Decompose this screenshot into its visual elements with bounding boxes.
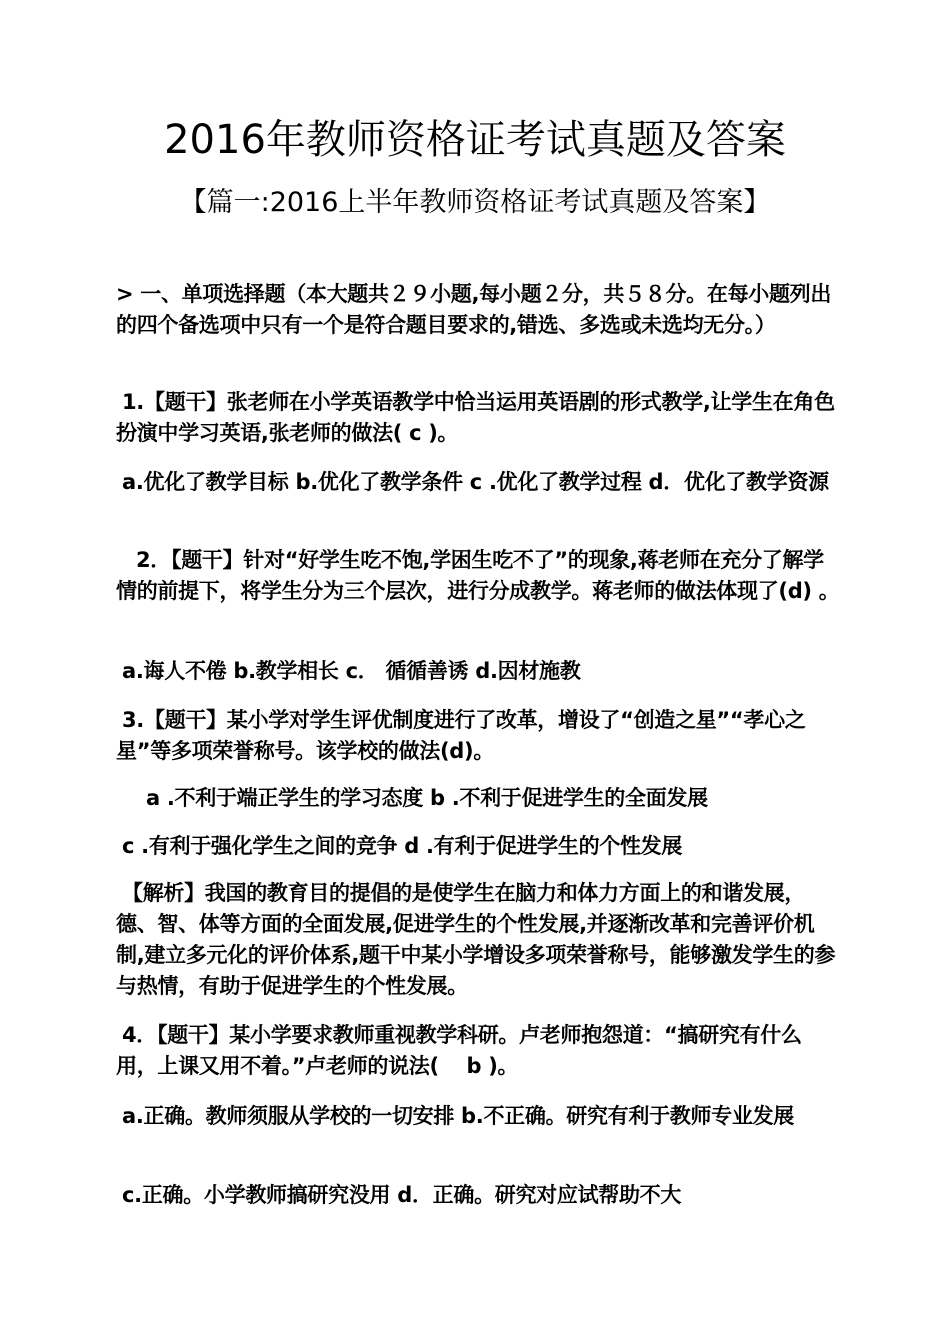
question-3-analysis: 【解析】我国的教育目的提倡的是使学生在脑力和体力方面上的和谐发展，德、智、体等方面的全面发展,促进学生的个性发展,并逐渐改革和完善评价机制,建立多元化的评价体系,题干中某小学增设多项荣誉称号，能够激发学生的参与热情，有助于促进学生的个性发展。 (116, 881, 836, 998)
question-3-options-line2: c .有利于强化学生之间的竞争 d .有利于促进学生的个性发展 (122, 834, 683, 858)
question-4-options-line1: a.正确。教师须服从学校的一切安排 b.不正确。研究有利于教师专业发展 (122, 1104, 794, 1128)
question-2-stem: 2．【题干】针对“好学生吃不饱,学困生吃不了”的现象,蒋老师在充分了解学情的前提下，将学生分为三个层次，进行分成教学。蒋老师的做法体现了(d) 。 (116, 548, 840, 603)
question-3-options-line1: a .不利于端正学生的学习态度 b .不利于促进学生的全面发展 (146, 786, 708, 810)
question-4-stem: 4．【题干】某小学要求教师重视教学科研。卢老师抱怨道：“搞研究有什么用，上课又用不着。”卢老师的说法( b )。 (116, 1023, 802, 1078)
question-4-options-line2: c.正确。小学教师搞研究没用 d．正确。研究对应试帮助不大 (122, 1183, 682, 1207)
page-subtitle: 【篇一:2016上半年教师资格证考试真题及答案】 (179, 187, 771, 218)
page-title: 2016年教师资格证考试真题及答案 (164, 117, 786, 163)
question-1-options: a.优化了教学目标 b.优化了教学条件 c .优化了教学过程 d．优化了教学资源 (122, 470, 829, 494)
question-3-stem: 3.【题干】某小学对学生评优制度进行了改革，增设了“创造之星”“孝心之星”等多项荣誉称号。该学校的做法(d)。 (116, 708, 806, 763)
question-2-options: a.诲人不倦 b.教学相长 c． 循循善诱 d.因材施教 (122, 659, 581, 683)
question-1-stem: 1.【题干】张老师在小学英语教学中恰当运用英语剧的形式教学,让学生在角色扮演中学习英语,张老师的做法( c )。 (116, 390, 835, 445)
section-heading: > 一、单项选择题（本大题共２９小题,每小题２分，共５８分。在每小题列出的四个备选项中只有一个是符合题目要求的,错选、多选或未选均无分。） (116, 282, 832, 337)
